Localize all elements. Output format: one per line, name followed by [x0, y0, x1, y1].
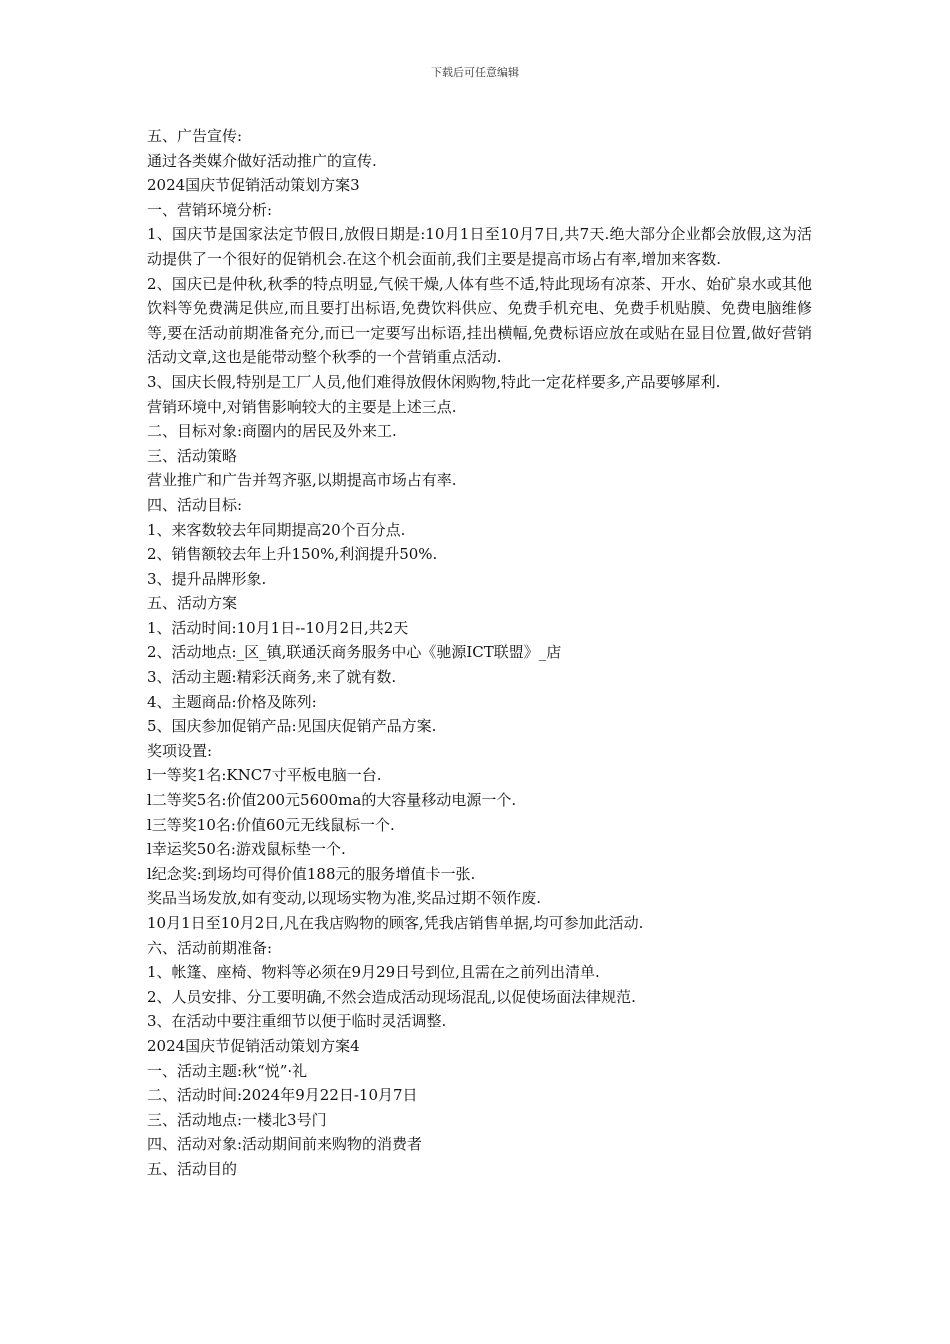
text-line: 四、活动对象:活动期间前来购物的消费者 [147, 1135, 423, 1154]
text-line: 四、活动目标: [147, 495, 243, 514]
text-line: 10月1日至10月2日,凡在我店购物的顾客,凭我店销售单据,均可参加此活动. [147, 914, 644, 932]
document-body [147, 124, 812, 1182]
text-line: 奖品当场发放,如有变动,以现场实物为准,奖品过期不领作废. [147, 889, 542, 908]
text-line: l二等奖5名:价值200元5600ma的大容量移动电源一个. [147, 791, 517, 810]
text-line: 1、帐篷、座椅、物料等必须在9月29日号到位,且需在之前列出清单. [147, 963, 600, 982]
text-line: 二、目标对象:商圈内的居民及外来工. [147, 422, 397, 441]
text-line: 2024国庆节促销活动策划方案4 [147, 1036, 360, 1055]
text-line: 三、活动策略 [147, 446, 238, 465]
text-line: 5、国庆参加促销产品:见国庆促销产品方案. [147, 717, 437, 736]
page-header-note: 下载后可任意编辑 [431, 66, 519, 79]
text-line: 2024国庆节促销活动策划方案3 [147, 176, 360, 195]
text-line: 二、活动时间:2024年9月22日-10月7日 [147, 1086, 418, 1105]
text-line: l一等奖1名:KNC7寸平板电脑一台. [147, 766, 382, 785]
text-line: 一、活动主题:秋“悦”·礼 [147, 1061, 308, 1080]
text-line: 通过各类媒介做好活动推广的宣传. [147, 151, 377, 170]
paragraph: 2、国庆已是仲秋,秋季的特点明显,气候干燥,人体有些不适,特此现场有凉茶、开水、始矿泉水或其他饮料等免费满足供应,而且要打出标语,免费饮料供应、免费手机充电、免费手机贴膜、免费电脑维修等,要在活动前期准备充分,而已一定要写出标语,挂出横幅,免费标语应放在或贴在显目位置,做好营销活动文章,这也是能带动整个秋季的一个营销重点活动. [147, 274, 812, 367]
paragraph: 1、国庆节是国家法定节假日,放假日期是:10月1日至10月7日,共7天.绝大部分企业都会放假,这为活动提供了一个很好的促销机会.在这个机会面前,我们主要是提高市场占有率,增加来客数. [147, 225, 812, 268]
text-line: 3、活动主题:精彩沃商务,来了就有数. [147, 668, 397, 687]
text-line: l纪念奖:到场均可得价值188元的服务增值卡一张. [147, 864, 476, 883]
text-line: 营销环境中,对销售影响较大的主要是上述三点. [147, 397, 457, 416]
text-line: 五、广告宣传: [147, 127, 243, 145]
text-line: 3、国庆长假,特别是工厂人员,他们难得放假休闲购物,特此一定花样要多,产品要够犀利. [147, 372, 721, 391]
text-line: 2、活动地点:_区_镇,联通沃商务服务中心《驰源ICT联盟》_店 [147, 643, 562, 662]
text-line: 3、在活动中要注重细节以便于临时灵活调整. [147, 1012, 447, 1031]
text-line: l三等奖10名:价值60元无线鼠标一个. [147, 815, 395, 834]
text-line: 六、活动前期准备: [147, 938, 273, 957]
text-line: 一、营销环境分析: [147, 200, 273, 219]
text-line: 营业推广和广告并驾齐驱,以期提高市场占有率. [147, 471, 457, 490]
text-line: 五、活动目的 [147, 1159, 238, 1178]
text-line: 4、主题商品:价格及陈列: [147, 692, 317, 711]
text-line: 2、人员安排、分工要明确,不然会造成活动现场混乱,以促使场面法律规范. [147, 987, 636, 1006]
text-line: 1、来客数较去年同期提高20个百分点. [147, 520, 406, 539]
text-line: 1、活动时间:10月1日--10月2日,共2天 [147, 618, 409, 637]
text-line: l幸运奖50名:游戏鼠标垫一个. [147, 840, 346, 859]
text-line: 五、活动方案 [147, 594, 238, 613]
text-line: 2、销售额较去年上升150%,利润提升50%. [147, 545, 438, 564]
text-line: 3、提升品牌形象. [147, 569, 267, 588]
text-line: 三、活动地点:一楼北3号门 [147, 1110, 327, 1129]
text-line: 奖项设置: [147, 741, 213, 760]
